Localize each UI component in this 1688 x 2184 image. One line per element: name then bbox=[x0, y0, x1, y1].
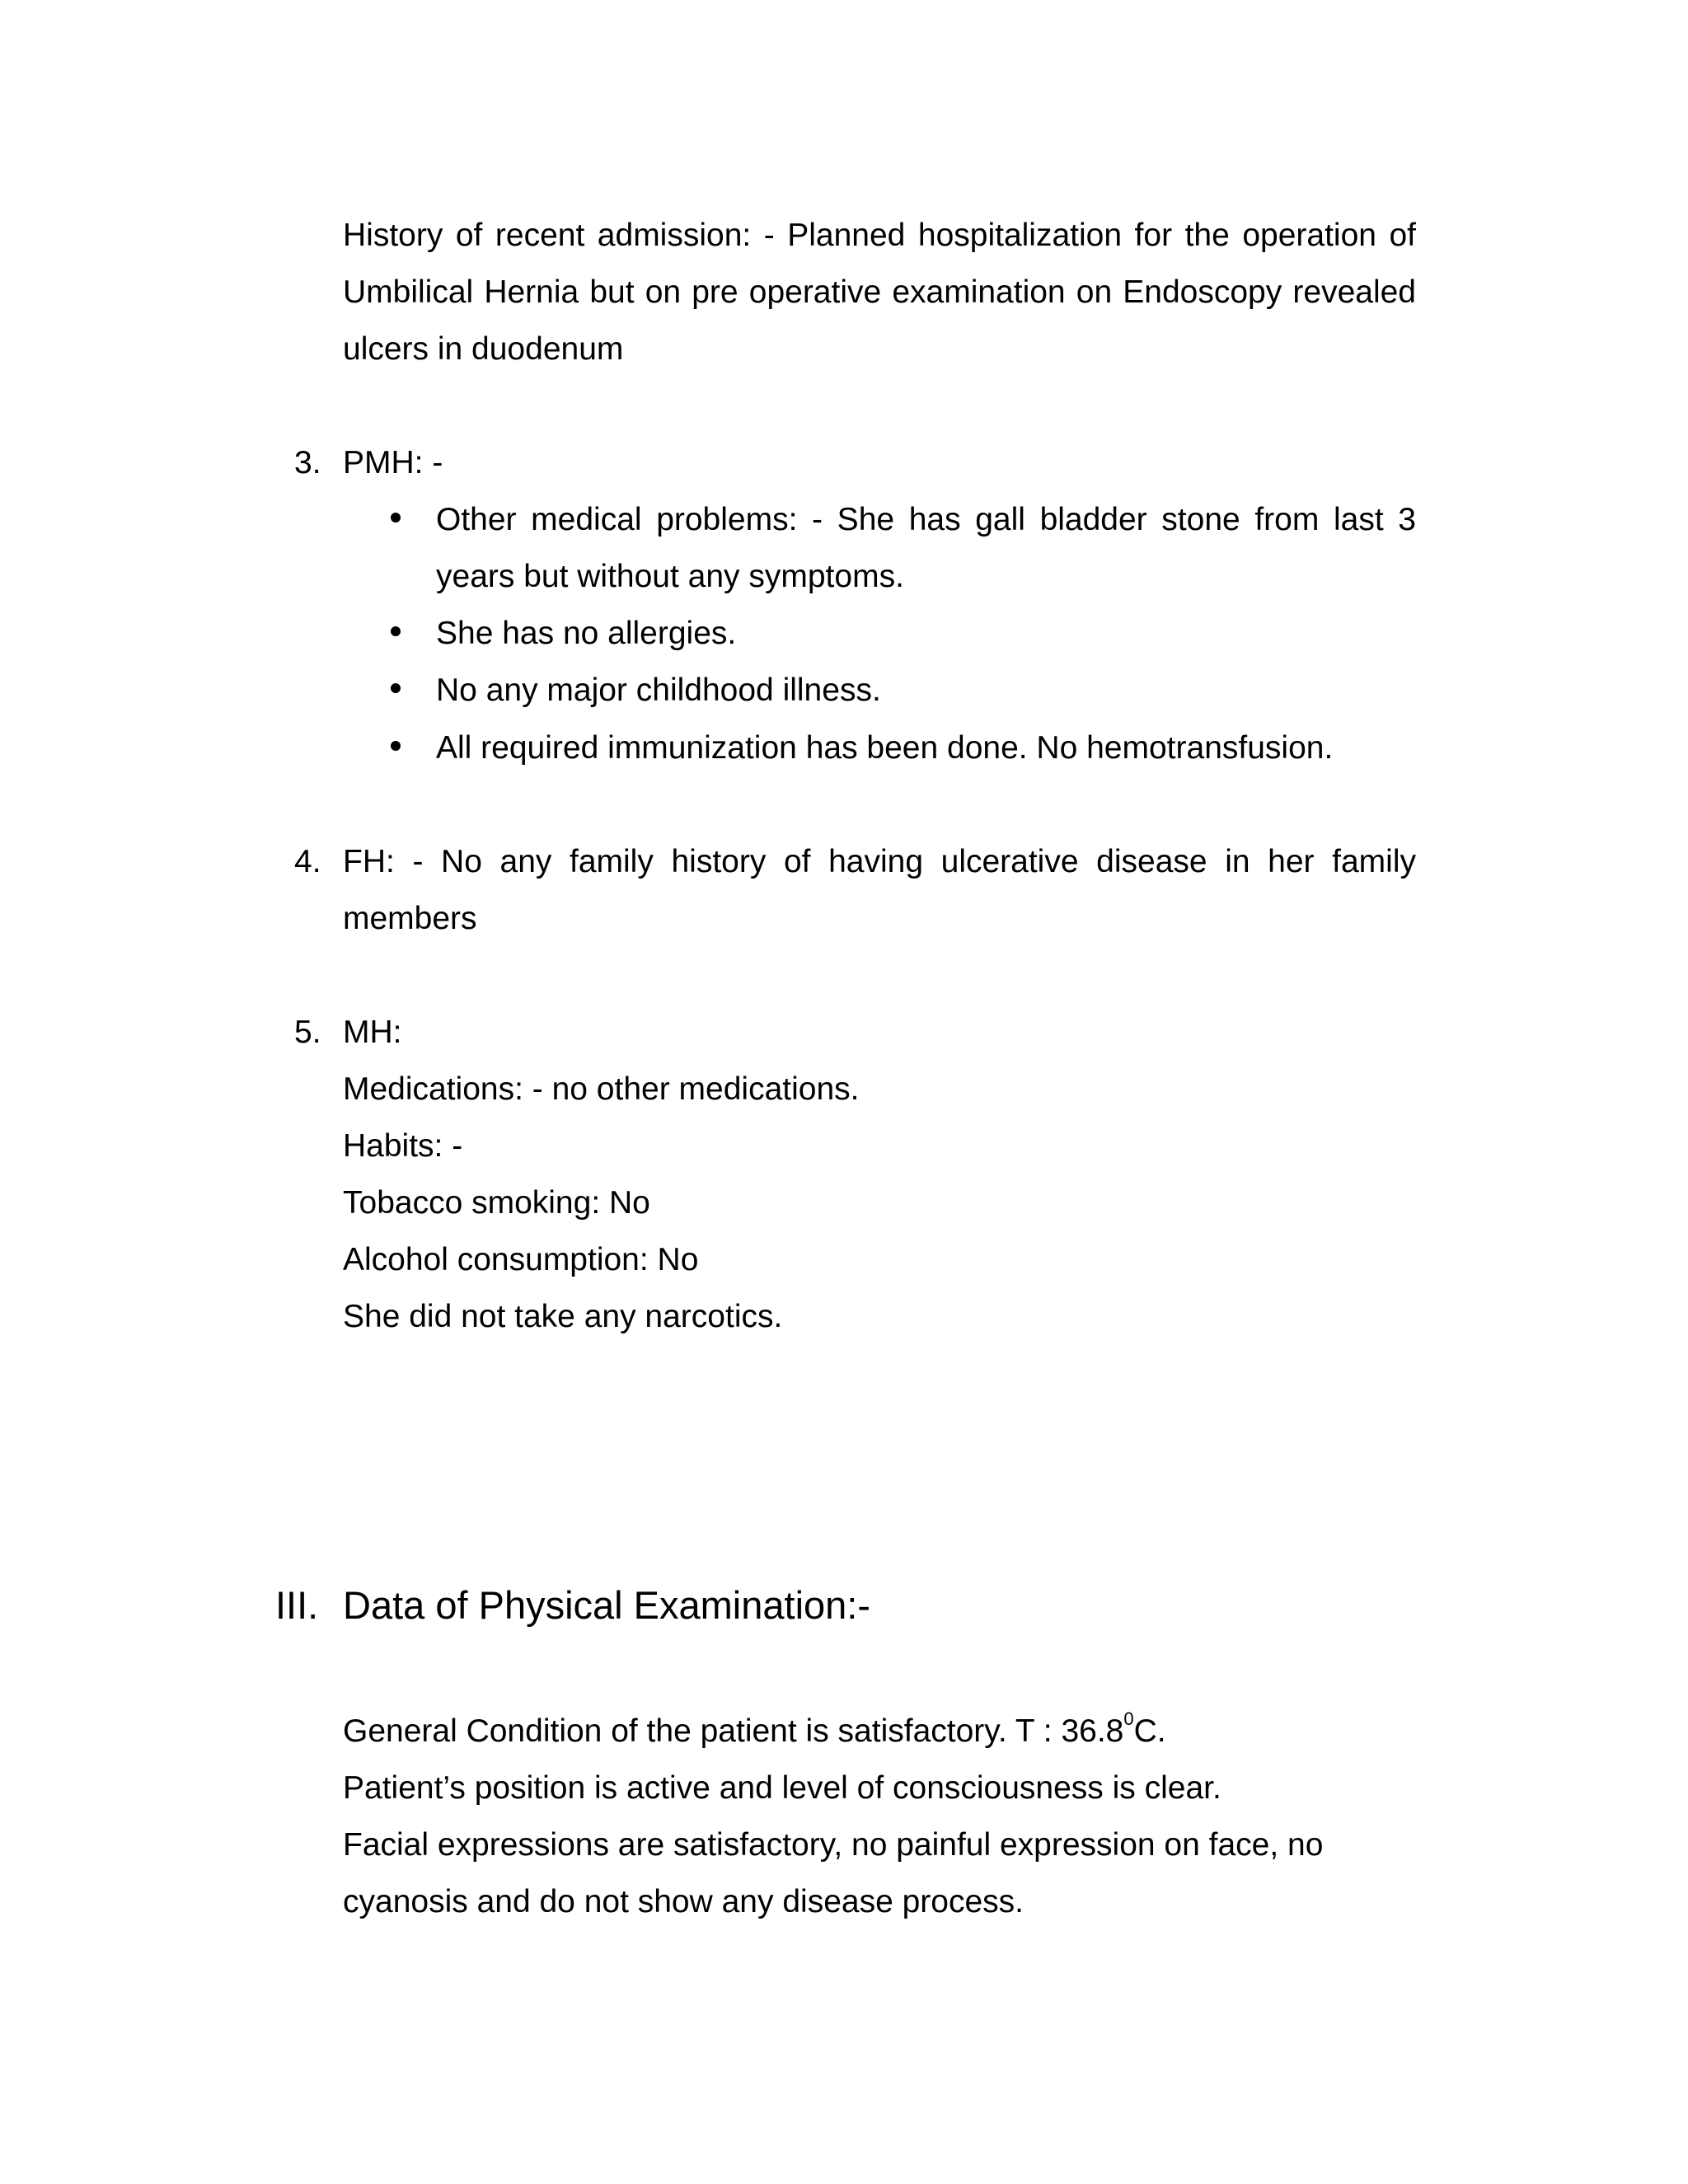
fh-number: 4. bbox=[294, 844, 321, 879]
exam-line-4: cyanosis and do not show any disease process. bbox=[343, 1884, 1024, 1919]
bullet-icon bbox=[391, 683, 401, 693]
bullet-icon bbox=[391, 513, 401, 523]
mh-line-5: She did not take any narcotics. bbox=[343, 1299, 783, 1334]
section-roman-numeral: III. bbox=[275, 1583, 319, 1627]
exam-temp-prefix: General Condition of the patient is satisfactory. T : 36.8 bbox=[343, 1713, 1124, 1749]
bullet-icon bbox=[391, 741, 401, 751]
pmh-bullet-1-line-2: years but without any symptoms. bbox=[436, 559, 904, 594]
pmh-bullet-2: She has no allergies. bbox=[436, 616, 737, 651]
pmh-bullet-4: All required immunization has been done. No hemotransfusion. bbox=[436, 730, 1334, 766]
mh-line-3: Tobacco smoking: No bbox=[343, 1185, 650, 1221]
mh-title: MH: bbox=[343, 1015, 402, 1050]
fh-line-2: members bbox=[343, 901, 477, 936]
mh-line-2: Habits: - bbox=[343, 1128, 463, 1164]
pmh-bullet-1-line-1: Other medical problems: - She has gall bladder stone from last 3 bbox=[436, 502, 1416, 537]
exam-temp-superscript: 0 bbox=[1123, 1708, 1134, 1729]
section-heading: Data of Physical Examination:- bbox=[343, 1583, 871, 1627]
mh-number: 5. bbox=[294, 1015, 321, 1050]
pmh-bullet-3: No any major childhood illness. bbox=[436, 673, 881, 708]
pmh-title: PMH: - bbox=[343, 445, 443, 480]
exam-line-3: Facial expressions are satisfactory, no painful expression on face, no bbox=[343, 1827, 1324, 1863]
exam-temp-suffix: C. bbox=[1133, 1713, 1166, 1749]
pmh-number: 3. bbox=[294, 445, 321, 480]
exam-line-temperature bbox=[343, 1708, 1166, 1749]
history-line-2: Umbilical Hernia but on pre operative examination on Endoscopy revealed bbox=[343, 274, 1416, 310]
bullet-icon bbox=[391, 626, 401, 636]
history-line-1: History of recent admission: - Planned hospitalization for the operation of bbox=[343, 218, 1416, 253]
history-line-3: ulcers in duodenum bbox=[343, 331, 624, 367]
fh-line-1: FH: - No any family history of having ulcerative disease in her family bbox=[343, 844, 1416, 879]
mh-line-4: Alcohol consumption: No bbox=[343, 1242, 699, 1277]
mh-line-1: Medications: - no other medications. bbox=[343, 1071, 860, 1107]
exam-line-2: Patient’s position is active and level of consciousness is clear. bbox=[343, 1770, 1221, 1806]
